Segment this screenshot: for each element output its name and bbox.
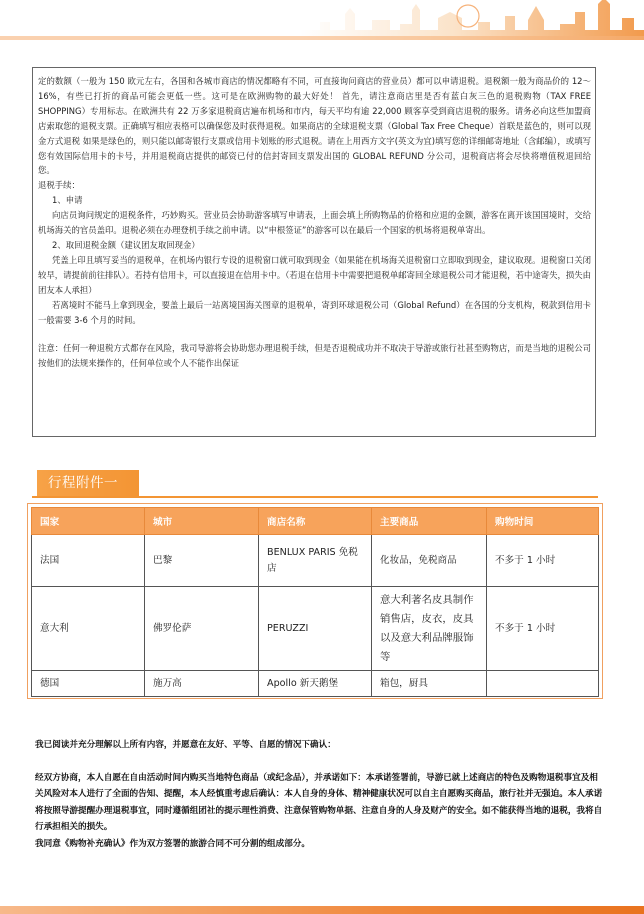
table-row (32, 587, 599, 671)
header-country: 国家 (32, 508, 145, 535)
refund-step2-text1: 凭盖上印且填写妥当的退税单，在机场内银行专设的退税窗口就可取到现金（如果能在机场海关退税窗口立即取到现金，建议取现。退税窗口关闭较早，请提前前往排队）。若持有信用卡，可以直接退在信用卡中。（若退在信用卡中需要把退税单邮寄回全球退税公司才能退税，若中途寄失，损失由团友本人承担） (38, 254, 591, 295)
header-shopping-time: 购物时间 (487, 508, 599, 535)
cell-city: 佛罗伦萨 (145, 587, 259, 671)
cell-country: 意大利 (32, 587, 145, 671)
table-header-row (32, 508, 599, 535)
cell-time (487, 671, 599, 697)
refund-intro-paragraph: 定的数额（一般为 150 欧元左右，各国和各城市商店的情况都略有不同，可直接询问商店的营业员）都可以申请退税。退税额一般为商品价的 12～16%，有些已打折的商品可能会更低一些。这可是在欧洲购物的最大好处！ 首先，请注意商店里是否有蓝白灰三色的退税购物（TAX FREE SHOPPING）专用标志。在欧洲共有 22 万多家退税商店遍布机场和市内，每天平均有逾 22,000 顾客享受到商店退税的服务。请务必向这些加盟商店索取您的退税支票。正确填写相应表格可以确保您及时获得退税。如果商店的全球退税支票（Global Tax Free Cheque）首联是蓝色的，则可以现金方式退税 如果是绿色的，则只能以邮寄银行支票或信用卡划账的形式退税。请在上用西方文字(英文为宜)填写您的详细邮寄地址（含邮编），或填写您有效国际信用卡的卡号，并用退税商店提供的邮资已付的信封寄回支票发出国的 GLOBAL REFUND 分公司，退税商店将会尽快将增值税退回给您。 (38, 76, 591, 176)
tax-refund-info-box (32, 67, 596, 437)
refund-step1-title: 1、申请 (52, 195, 83, 206)
cell-city: 施万高 (145, 671, 259, 697)
refund-notice: 注意：任何一种退税方式都存在风险，我司导游将会协助您办理退税手续，但是否退税成功并不取决于导游或旅行社甚至购物店，而是当地的退税公司按他们的法规来操作的，任何单位或个人不能作出保证 (38, 343, 591, 369)
statement-line-2: 经双方协商，本人自愿在自由活动时间内购买当地特色商品（或纪念品），并承诺如下：本承诺签署前，导游已就上述商店的特色及购物退税事宜及相关风险对本人进行了全面的告知、提醒，本人经慎重考虑后确认：本人自身的身体、精神健康状况可以自主自愿购买商品，旅行社并无强迫。本人承诺将按照导游提醒办理退税事宜，同时遵循组团社的提示理性消费、注意保管购物单据、注意自身的人身及财产的安全。如不能获得当地的退税，我将自行承担相关的损失。 (35, 772, 603, 832)
cell-store: Apollo 新天鹅堡 (259, 671, 372, 697)
shopping-table (31, 507, 599, 697)
refund-step2-text2: 若离境时不能马上拿到现金，要盖上最后一站离境国海关图章的退税单，寄到环球退税公司（Global Refund）在各国的分支机构，税款到信用卡一般需要 3-6 个月的时间。 (38, 299, 591, 325)
cell-city: 巴黎 (145, 535, 259, 587)
cell-country: 德国 (32, 671, 145, 697)
cell-store: BENLUX PARIS 免税店 (259, 535, 372, 587)
appendix-title-tab: 行程附件一 (37, 470, 139, 497)
consent-statement (35, 737, 605, 852)
cell-goods: 意大利著名皮具制作销售店，皮衣，皮具以及意大利品牌服饰等 (372, 587, 487, 671)
top-banner-skyline (0, 0, 644, 40)
cell-time: 不多于 1 小时 (487, 535, 599, 587)
cell-goods: 化妆品，免税商品 (372, 535, 487, 587)
refund-step1-text: 向店员询问规定的退税条件，巧妙购买。营业员会协助游客填写申请表，上面会填上所购物品的价格和应退的金额，游客在离开该国国境时，交给机场海关的官员盖印。退税必须在办理登机手续之前申请。以“申根签证”的游客可以在最后一个国家的机场将退税单寄出。 (38, 210, 591, 236)
cell-goods: 箱包，厨具 (372, 671, 487, 697)
refund-procedure-title: 退税手续： (38, 180, 80, 191)
header-main-goods: 主要商品 (372, 508, 487, 535)
table-row (32, 671, 599, 697)
statement-line-1: 我已阅读并充分理解以上所有内容，并愿意在友好、平等、自愿的情况下确认： (35, 740, 336, 750)
cell-store: PERUZZI (259, 587, 372, 671)
cell-country: 法国 (32, 535, 145, 587)
header-city: 城市 (145, 508, 259, 535)
appendix-divider (32, 496, 598, 498)
refund-step2-title: 2、取回退税金额（建议团友取回现金） (52, 239, 200, 250)
header-store-name: 商店名称 (259, 508, 372, 535)
cell-time: 不多于 1 小时 (487, 587, 599, 671)
table-row (32, 535, 599, 587)
shopping-table-frame (27, 503, 603, 699)
statement-line-3: 我同意《购物补充确认》作为双方签署的旅游合同不可分割的组成部分。 (35, 838, 311, 849)
bottom-accent-bar (0, 906, 644, 914)
skyline-illustration-icon (0, 0, 644, 40)
